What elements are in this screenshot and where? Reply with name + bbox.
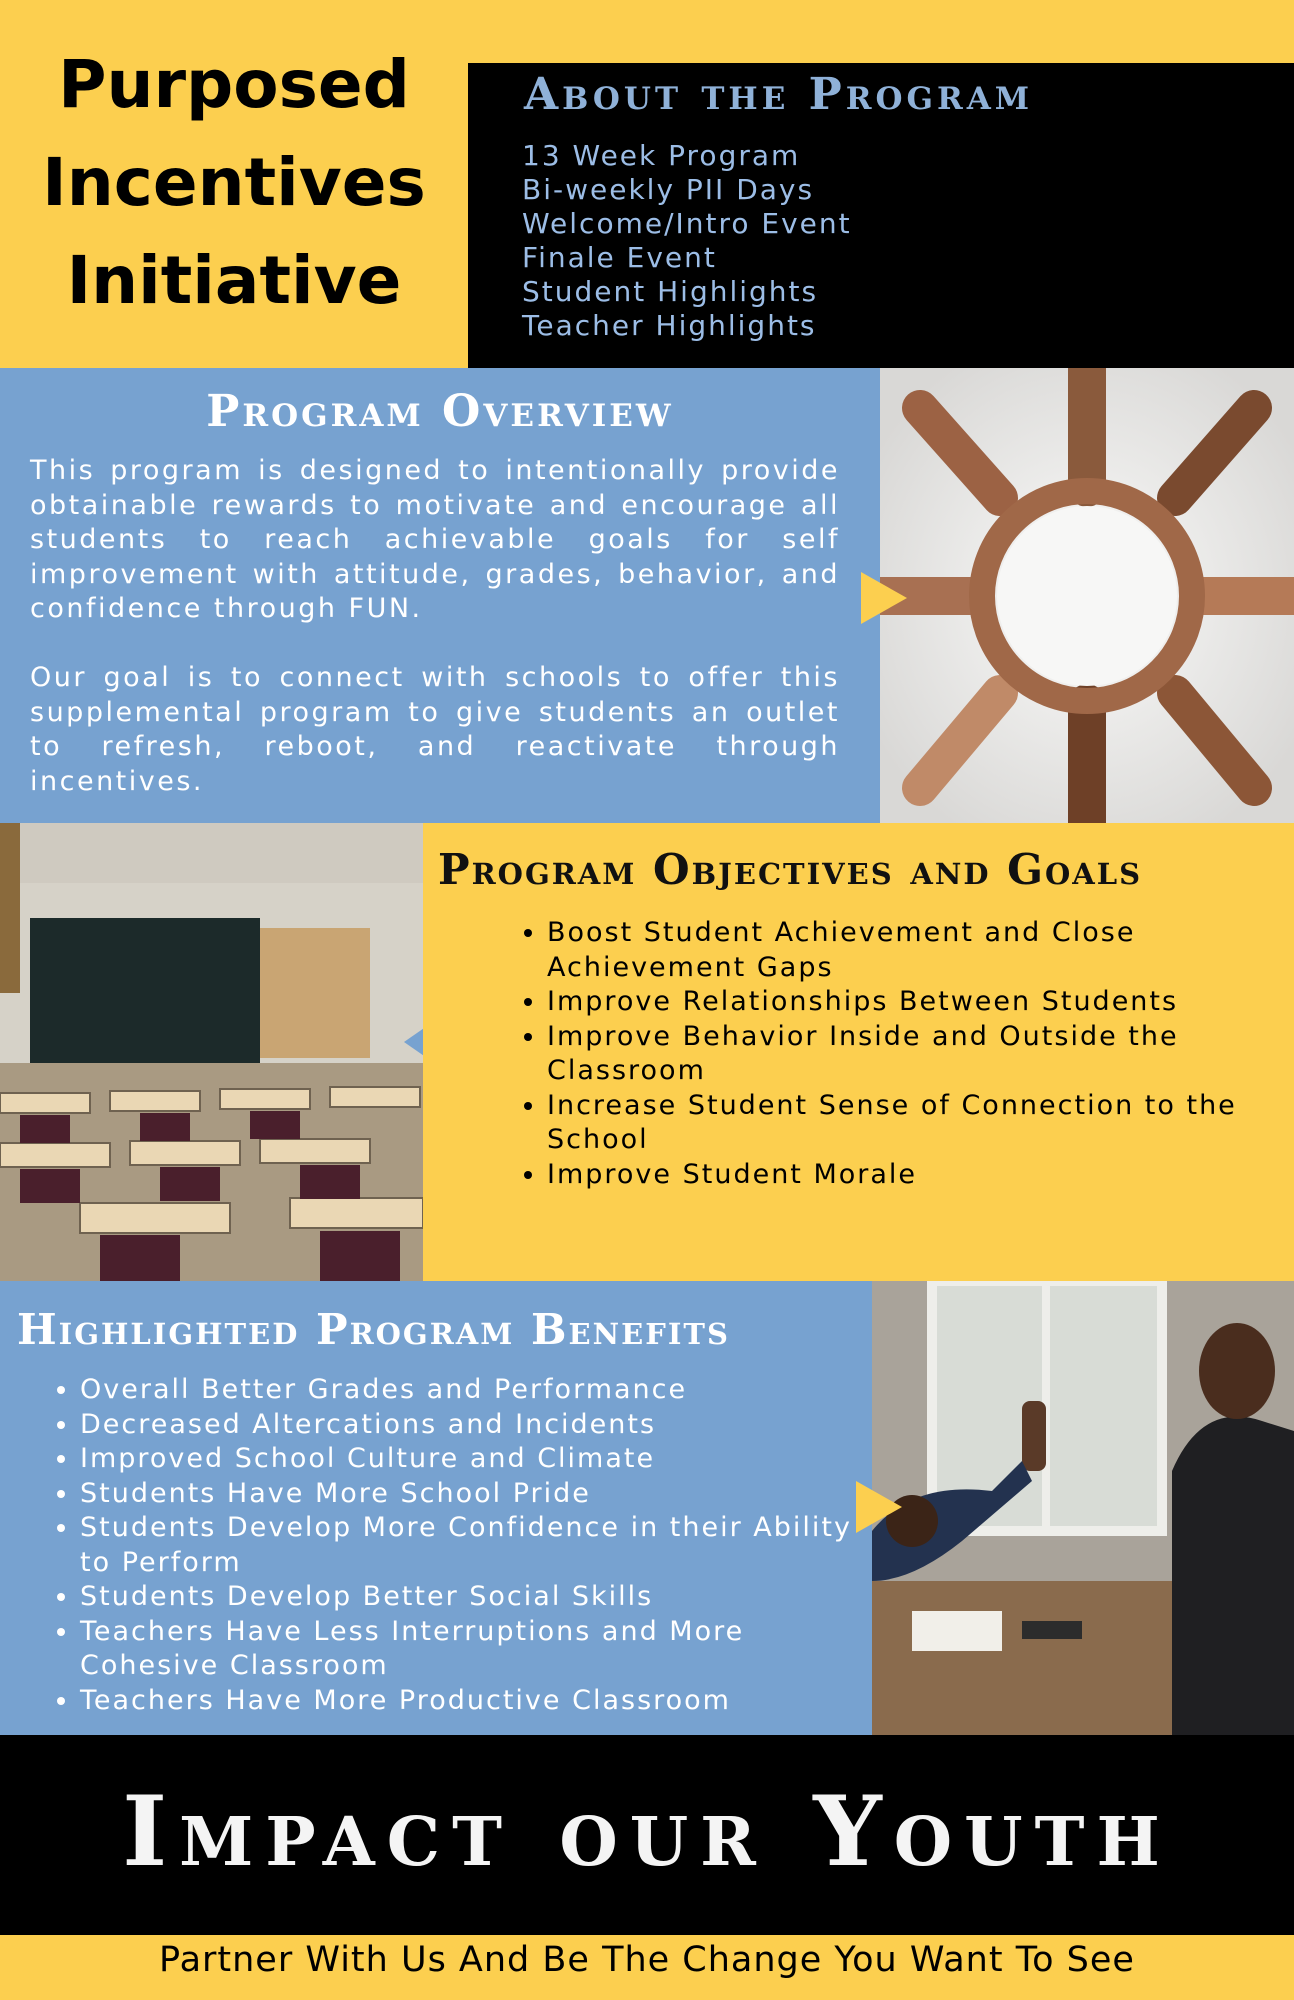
benefit-item: • Students Develop Better Social Skills — [80, 1580, 852, 1615]
benefits-section — [0, 1281, 872, 1735]
objective-item: • Increase Student Sense of Connection to the School — [547, 1089, 1277, 1158]
about-item: 13 Week Program — [522, 139, 801, 172]
benefit-item: • Overall Better Grades and Performance — [80, 1373, 852, 1408]
arrow-right-icon — [856, 1481, 902, 1533]
impact-banner — [0, 1735, 1294, 1935]
objective-item: • Improve Behavior Inside and Outside the Classroom — [547, 1020, 1277, 1089]
objectives-list — [537, 916, 1277, 1192]
benefit-item: • Teachers Have More Productive Classroom — [80, 1684, 852, 1719]
about-section — [468, 63, 1294, 368]
overview-heading: Program Overview — [206, 386, 674, 437]
title-line-3: Initiative — [66, 242, 402, 319]
benefit-item: • Teachers Have Less Interruptions and More Cohesive Classroom — [80, 1615, 852, 1684]
hands-circle-photo — [880, 368, 1294, 823]
banner-title: Impact our Youth — [122, 1775, 1172, 1888]
benefits-heading: Highlighted Program Benefits — [17, 1305, 730, 1354]
overview-paragraph-1: This program is designed to intentionally provide obtainable rewards to motivate and encourage all students to reach achievable goals for self improvement with attitude, grades, behavior, and confidence through FUN. — [30, 455, 840, 624]
about-item: Bi-weekly PII Days — [522, 173, 815, 206]
tagline: Partner With Us And Be The Change You Want To See — [159, 1940, 1135, 1980]
objective-item: • Improve Student Morale — [547, 1158, 1277, 1193]
objectives-heading: Program Objectives and Goals — [438, 845, 1143, 894]
teacher-student-highfive-photo — [872, 1281, 1294, 1735]
title-line-2: Incentives — [42, 144, 426, 221]
about-item: Welcome/Intro Event — [522, 207, 852, 240]
benefit-item: • Students Develop More Confidence in their Ability to Perform — [80, 1511, 852, 1580]
benefits-list — [72, 1373, 852, 1718]
objective-item: • Improve Relationships Between Students — [547, 985, 1277, 1020]
about-item: Student Highlights — [522, 275, 819, 308]
about-list — [522, 139, 852, 343]
benefit-item: • Improved School Culture and Climate — [80, 1442, 852, 1477]
objective-item: • Boost Student Achievement and Close Achievement Gaps — [547, 916, 1277, 985]
overview-paragraph-2: Our goal is to connect with schools to offer this supplemental program to give students an outlet to refresh, reboot, and reactivate through incentives. — [30, 662, 840, 797]
benefit-item: • Students Have More School Pride — [80, 1477, 852, 1512]
title-line-1: Purposed — [58, 46, 410, 123]
classroom-photo — [0, 823, 423, 1281]
page-title — [0, 36, 468, 330]
about-item: Teacher Highlights — [522, 309, 817, 342]
arrow-right-icon — [861, 572, 907, 624]
about-heading: About the Program — [524, 69, 1034, 120]
overview-section — [0, 368, 880, 823]
about-item: Finale Event — [522, 241, 717, 274]
objectives-section — [423, 823, 1294, 1281]
benefit-item: • Decreased Altercations and Incidents — [80, 1408, 852, 1443]
